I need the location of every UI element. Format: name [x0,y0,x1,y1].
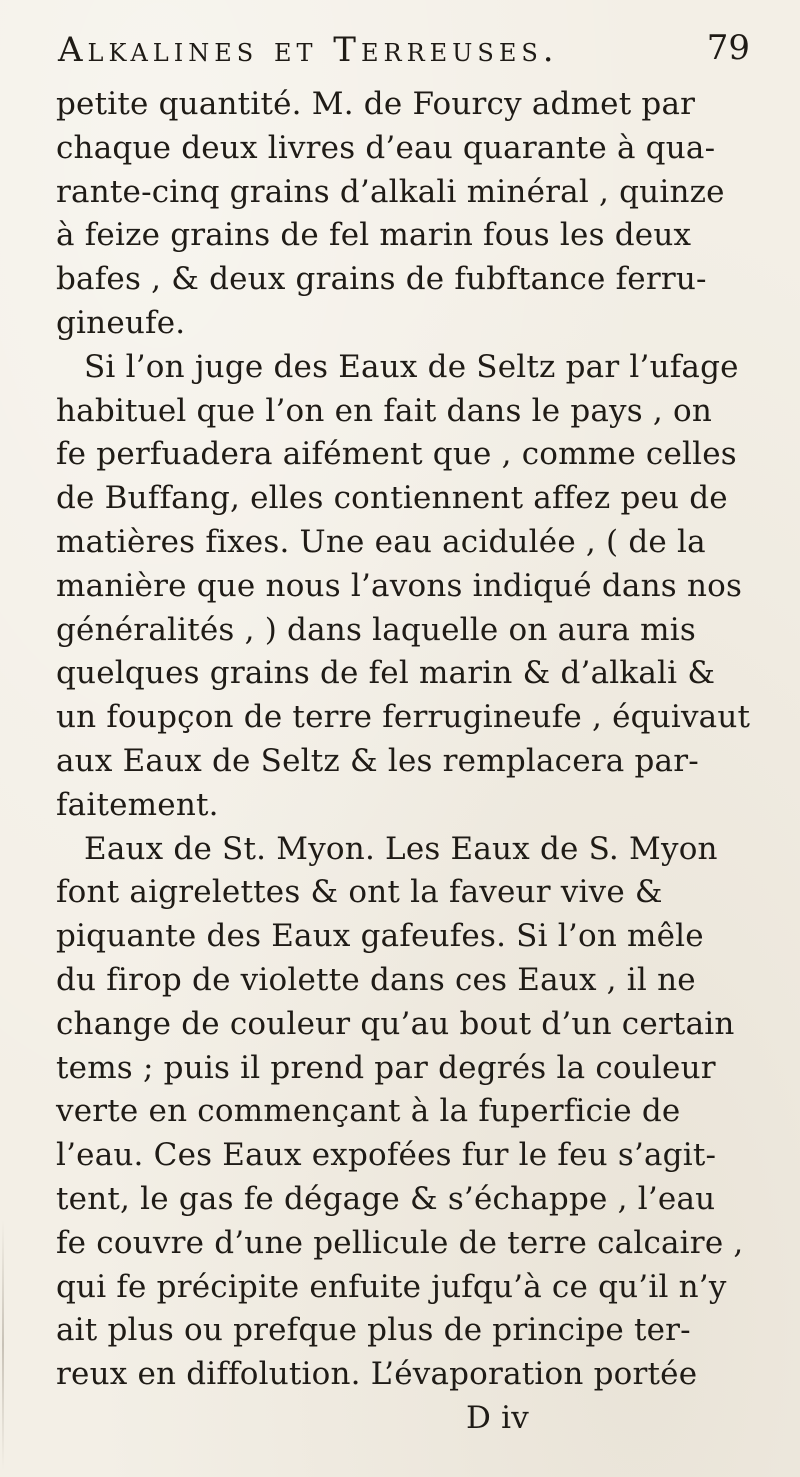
text-line: ait plus ou prefque plus de principe ter- [56,1312,691,1349]
running-head: Alkalines et Terreuses. [58,30,559,70]
text-line: font aigrelettes & ont la faveur vive & [56,874,663,911]
section-heading-line: Eaux de St. Myon. Les Eaux de S. Myon [84,830,718,867]
catchword: D iv [466,1399,529,1436]
text-line: gineufe. [56,304,186,341]
text-line: fe perfuadera aifément que , comme celles [56,436,737,473]
text-line: piquante des Eaux gafeufes. Si l’on mêle [56,918,704,955]
text-line: aux Eaux de Seltz & les remplacera par- [56,742,699,779]
text-line: bafes , & deux grains de fubftance ferru- [56,261,707,298]
text-line: fe couvre d’une pellicule de terre calcaire , [56,1224,744,1261]
text-line: petite quantité. M. de Fourcy admet par [56,86,696,122]
text-line: change de couleur qu’au bout d’un certain [56,1005,735,1042]
text-line: faitement. [56,786,219,823]
text-line: quelques grains de fel marin & d’alkali & [56,655,716,692]
text-line: matières fixes. Une eau acidulée , ( de la [56,523,706,560]
page-edge-shadow [2,1220,4,1470]
text-line: à feize grains de fel marin fous les deux [56,217,692,254]
text-line: généralités , ) dans laquelle on aura mis [56,611,696,648]
text-line: habituel que l’on en fait dans le pays , on [56,392,713,429]
text-line: un foupçon de terre ferrugineufe , équivaut [56,699,751,736]
page-number: 79 [706,28,750,68]
paragraph-start-line: Si l’on juge des Eaux de Seltz par l’ufage [84,348,739,385]
text-line: du firop de violette dans ces Eaux , il ne [56,961,696,998]
body-text [56,83,776,1441]
text-line: verte en commençant à la fuperficie de [56,1093,681,1130]
text-line: qui fe précipite enfuite jufqu’à ce qu’il n’y [56,1268,727,1305]
text-line: reux en diffolution. L’évaporation portée [56,1356,698,1393]
text-line: l’eau. Ces Eaux expofées fur le feu s’agit- [56,1137,717,1174]
text-line: tems ; puis il prend par degrés la couleur [56,1049,716,1086]
text-line: manière que nous l’avons indiqué dans nos [56,567,743,604]
text-line: de Buffang, elles contiennent affez peu de [56,480,728,517]
text-line: chaque deux livres d’eau quarante à qua- [56,129,716,166]
text-line: rante-cinq grains d’alkali minéral , quinze [56,173,725,210]
text-line: tent, le gas fe dégage & s’échappe , l’eau [56,1180,716,1217]
page-header [58,20,758,80]
